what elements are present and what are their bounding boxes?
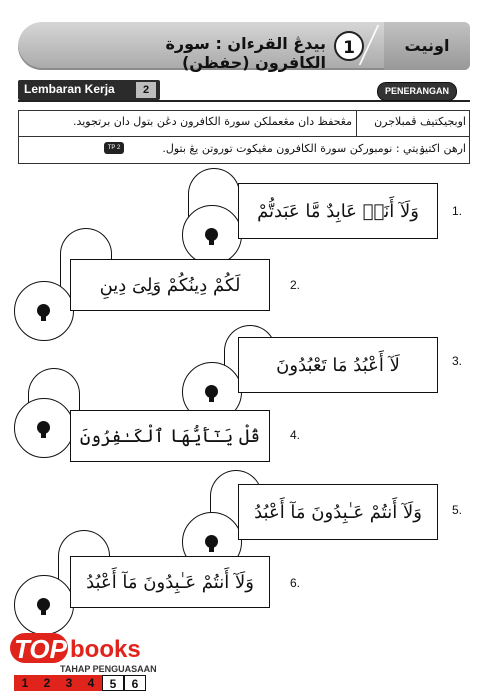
penerangan-badge: PENERANGAN [377, 82, 457, 101]
table-row-divider [18, 136, 470, 137]
verse-card-1 [238, 183, 438, 239]
objective-text: مڠحفظ دان مڠعملکن سورة الكافرون دڠن بتول دان برتجويد. [72, 115, 352, 128]
item-number: 5. [452, 503, 463, 517]
lock-icon[interactable] [14, 398, 74, 458]
brand-logo-top: TOP [14, 634, 67, 664]
activity-instruction: ارهن اکتيۏيتي : نومبورکن سورة الكافرون مڠيکوت توروتن يڠ بتول. [162, 142, 466, 155]
verse-card-6 [70, 556, 270, 608]
unit-number-badge: 1 [334, 31, 364, 61]
objective-heading: اوبجيکتيف ڤمبلاجرن [374, 115, 466, 128]
verse-card-4 [70, 410, 270, 462]
verse-text: وَلَآ أَنتُمْ عَـٰبِدُونَ مَآ أَعْبُدُ [254, 501, 422, 523]
scale-cell-6: 6 [124, 675, 146, 691]
keyhole-icon [205, 535, 218, 548]
verse-card-2 [70, 259, 270, 311]
verse-card-5 [238, 484, 438, 540]
keyhole-icon [205, 228, 218, 241]
verse-text: لَآ أَعْبُدُ مَا تَعْبُدُونَ [276, 354, 400, 376]
verse-text: لَكُمْ دِينُكُمْ وَلِىَ دِينِ [99, 274, 241, 296]
keyhole-icon [37, 304, 50, 317]
scale-cell-1: 1 [14, 675, 36, 691]
worksheet-label: Lembaran Kerja [24, 82, 115, 96]
verse-card-3 [238, 337, 438, 393]
verse-text: وَلَآ أَنتُمْ عَـٰبِدُونَ مَآ أَعْبُدُ [86, 571, 254, 593]
tp-level-badge: TP 2 [104, 142, 124, 154]
scale-cell-5: 5 [102, 675, 124, 691]
page-title: بيدڠ القرءان : سورة الكافرون (حفظن) [165, 34, 326, 72]
worksheet-bar [18, 80, 160, 100]
mastery-scale [14, 675, 146, 691]
unit-label: اونيت [404, 36, 450, 55]
verse-text: وَلَآ أَنَا۠ عَابِدٌ مَّا عَبَدتُّمْ [257, 200, 419, 222]
verse-text: قُلْ يَـٰٓأَيُّهَا ٱلْكَـٰفِرُونَ [79, 425, 261, 447]
brand-logo-books: books [70, 636, 141, 663]
scale-cell-2: 2 [36, 675, 58, 691]
scale-cell-4: 4 [80, 675, 102, 691]
lock-icon[interactable] [14, 281, 74, 341]
lock-icon[interactable] [182, 205, 242, 265]
worksheet-number: 2 [136, 82, 156, 98]
keyhole-icon [37, 598, 50, 611]
item-number: 1. [452, 204, 463, 218]
scale-cell-3: 3 [58, 675, 80, 691]
keyhole-icon [37, 421, 50, 434]
lock-icon[interactable] [14, 575, 74, 635]
item-number: 2. [290, 278, 301, 292]
unit-tab [384, 22, 470, 70]
item-number: 6. [290, 576, 301, 590]
item-number: 3. [452, 354, 463, 368]
item-number: 4. [290, 428, 301, 442]
table-column-divider [356, 110, 357, 136]
scale-label: TAHAP PENGUASAAN [60, 664, 157, 674]
keyhole-icon [205, 385, 218, 398]
